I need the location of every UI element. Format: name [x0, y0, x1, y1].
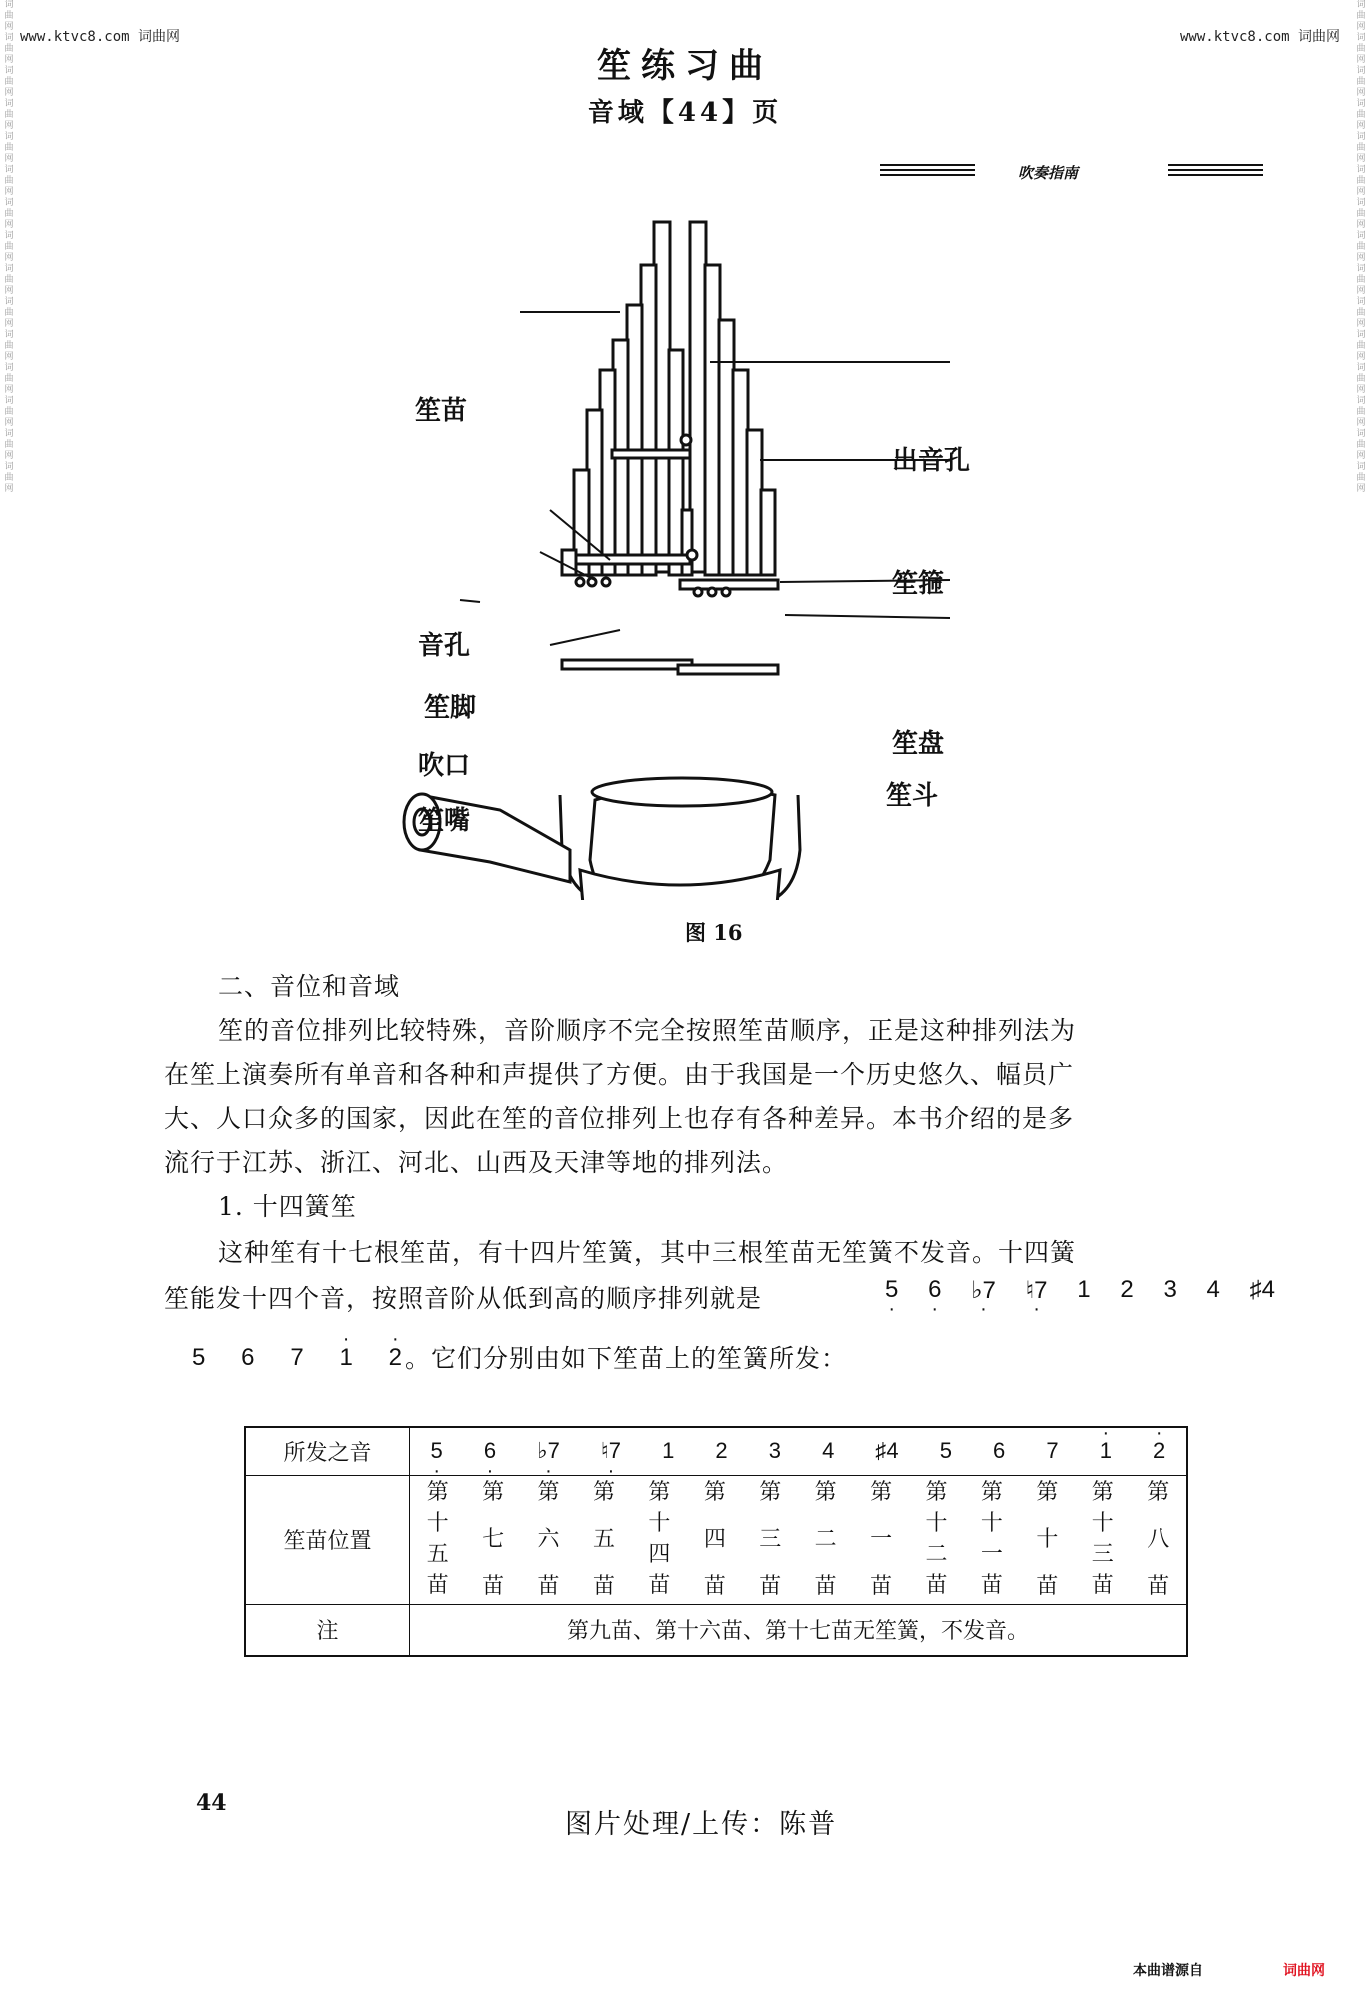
right-watermark-strip	[1354, 0, 1368, 2006]
para1-line2: 在笙上演奏所有单音和各种和声提供了方便。由于我国是一个历史悠久、幅员广	[164, 1060, 1075, 1089]
note: 6	[241, 1344, 255, 1371]
watermark-char: 词	[1356, 99, 1366, 109]
watermark-char: 网	[1356, 121, 1366, 131]
watermark-char: 曲	[1356, 77, 1366, 87]
label-bowl: 笙斗	[886, 781, 939, 811]
position-char: 三	[759, 1526, 782, 1552]
note: 2	[715, 1438, 728, 1464]
watermark-char: 网	[4, 220, 14, 230]
watermark-char: 词	[1356, 363, 1366, 373]
para1-line4: 流行于江苏、浙江、河北、山西及天津等地的排列法。	[164, 1148, 789, 1177]
watermark-char: 网	[1356, 154, 1366, 164]
note: 5	[939, 1438, 952, 1464]
watermark-char: 词	[4, 33, 14, 43]
table-header-notes: 所发之音	[245, 1427, 410, 1475]
position-char: 第	[925, 1479, 948, 1505]
position-char: 第	[1036, 1479, 1059, 1505]
position-char: 四	[703, 1526, 726, 1552]
position-char: 苗	[426, 1573, 449, 1599]
position-char: 第	[426, 1479, 449, 1505]
low-octave-dot: ·	[931, 1298, 939, 1320]
note: ♯4	[875, 1438, 899, 1464]
low-octave-dot: ·	[433, 1460, 440, 1483]
note: 2 ·	[1153, 1422, 1166, 1464]
note: 5 ·	[885, 1276, 899, 1320]
page-title: 笙练习曲	[597, 46, 773, 86]
position-char: 苗	[537, 1573, 560, 1599]
position-char: 苗	[925, 1573, 948, 1599]
watermark-char: 曲	[1356, 440, 1366, 450]
watermark-char: 词	[1356, 0, 1366, 10]
watermark-char: 曲	[4, 44, 14, 54]
note: ♮7 ·	[1025, 1277, 1048, 1320]
note: 6 ·	[483, 1438, 497, 1483]
para2-line2-text: 笙能发十四个音，按照音阶从低到高的顺序排列就是	[164, 1284, 763, 1313]
watermark-char: 网	[1356, 418, 1366, 428]
watermark-char: 词	[4, 429, 14, 439]
watermark-char: 网	[1356, 451, 1366, 461]
left-watermark-strip	[2, 0, 16, 2006]
pipe-position-col	[648, 1476, 670, 1604]
position-char: 苗	[814, 1573, 837, 1599]
position-char: 十	[925, 1510, 948, 1536]
high-octave-dot: ·	[1102, 1422, 1110, 1445]
watermark-char: 曲	[4, 242, 14, 252]
watermark-char: 曲	[4, 440, 14, 450]
position-char: 七	[482, 1526, 505, 1552]
pipe-position-col	[1147, 1476, 1169, 1604]
watermark-char: 词	[4, 165, 14, 175]
note: 1 ·	[1099, 1422, 1112, 1464]
label-pipe: 笙苗	[415, 396, 468, 426]
position-char: 苗	[1036, 1573, 1059, 1599]
position-char: 苗	[592, 1573, 615, 1599]
watermark-char: 网	[4, 418, 14, 428]
note: 3	[768, 1438, 781, 1464]
position-char: 十	[1091, 1510, 1114, 1536]
watermark-char: 曲	[4, 110, 14, 120]
watermark-char: 曲	[1356, 473, 1366, 483]
watermark-char: 曲	[4, 308, 14, 318]
note: ♮7 ·	[600, 1438, 621, 1483]
watermark-char: 曲	[1356, 374, 1366, 384]
high-octave-dot: ·	[1155, 1422, 1163, 1445]
position-char: 苗	[1091, 1573, 1114, 1599]
watermark-char: 词	[4, 396, 14, 406]
watermark-char: 网	[4, 22, 14, 32]
guide-rule-left	[880, 164, 975, 176]
source-site-link[interactable]: 词曲网	[1283, 1962, 1325, 1978]
table-header-positions: 笙苗位置	[245, 1475, 410, 1604]
position-char: 一	[870, 1526, 893, 1552]
label-plate: 笙盘	[892, 729, 945, 759]
position-char: 第	[1147, 1479, 1170, 1505]
note: 7	[290, 1344, 304, 1371]
note: 4	[1206, 1276, 1220, 1303]
watermark-char: 词	[1356, 462, 1366, 472]
watermark-char: 网	[1356, 352, 1366, 362]
pipe-position-col	[427, 1476, 449, 1604]
position-char: 苗	[870, 1573, 893, 1599]
watermark-char: 曲	[1356, 176, 1366, 186]
table-note-text: 第九苗、第十六苗、第十七苗无笙簧，不发音。	[410, 1604, 1188, 1656]
position-char: 第	[980, 1479, 1003, 1505]
pipe-position-col	[815, 1476, 837, 1604]
para1-line1: 笙的音位排列比较特殊，音阶顺序不完全按照笙苗顺序，正是这种排列法为	[218, 1016, 1077, 1045]
watermark-char: 词	[1356, 33, 1366, 43]
pipe-position-col	[704, 1476, 726, 1604]
note: ♭7 ·	[537, 1438, 560, 1483]
position-char: 二	[925, 1542, 948, 1568]
low-octave-dot: ·	[607, 1460, 615, 1483]
position-char: 第	[870, 1479, 893, 1505]
position-char: 六	[537, 1526, 560, 1552]
watermark-char: 网	[4, 253, 14, 263]
note: ♭7 ·	[971, 1277, 996, 1320]
watermark-char: 词	[4, 462, 14, 472]
position-char: 苗	[1147, 1573, 1170, 1599]
position-char: 五	[592, 1526, 615, 1552]
watermark-char: 曲	[4, 275, 14, 285]
section-heading: 二、音位和音域	[218, 972, 401, 1001]
watermark-char: 网	[4, 319, 14, 329]
watermark-char: 网	[4, 154, 14, 164]
watermark-char: 网	[1356, 286, 1366, 296]
watermark-char: 词	[4, 231, 14, 241]
watermark-char: 网	[4, 484, 14, 494]
para2-line3-text: 。它们分别由如下笙苗上的笙簧所发：	[405, 1344, 848, 1373]
position-char: 十	[426, 1510, 449, 1536]
watermark-char: 网	[4, 352, 14, 362]
watermark-char: 网	[4, 88, 14, 98]
guide-label: 吹奏指南	[1018, 164, 1079, 182]
position-char: 苗	[759, 1573, 782, 1599]
note: 4	[822, 1438, 835, 1464]
page-number: 44	[196, 1790, 227, 1816]
guide-rule-right	[1168, 164, 1263, 176]
watermark-char: 词	[1356, 396, 1366, 406]
position-char: 第	[482, 1479, 505, 1505]
low-octave-dot: ·	[888, 1298, 896, 1320]
watermark-char: 网	[1356, 88, 1366, 98]
pipe-position-col	[759, 1476, 781, 1604]
site-url-left: www.ktvc8.com 词曲网	[20, 29, 181, 45]
watermark-char: 词	[1356, 429, 1366, 439]
watermark-char: 网	[1356, 55, 1366, 65]
pipe-position-col	[981, 1476, 1003, 1604]
watermark-char: 词	[4, 132, 14, 142]
watermark-char: 曲	[4, 11, 14, 21]
watermark-char: 曲	[4, 209, 14, 219]
watermark-char: 曲	[1356, 110, 1366, 120]
watermark-char: 网	[4, 385, 14, 395]
position-char: 第	[537, 1479, 560, 1505]
pipe-position-col	[1036, 1476, 1058, 1604]
watermark-char: 曲	[1356, 407, 1366, 417]
para2-line3-notes	[192, 1328, 402, 1372]
note: 7	[1046, 1438, 1059, 1464]
low-octave-dot: ·	[980, 1298, 987, 1320]
position-char: 苗	[703, 1573, 726, 1599]
low-octave-dot: ·	[545, 1460, 552, 1483]
watermark-char: 曲	[4, 473, 14, 483]
watermark-char: 曲	[1356, 209, 1366, 219]
position-char: 十	[648, 1510, 671, 1536]
note: 2	[1120, 1276, 1134, 1303]
watermark-char: 曲	[4, 374, 14, 384]
site-url-right: www.ktvc8.com 词曲网	[1180, 29, 1341, 45]
position-char: 二	[814, 1526, 837, 1552]
watermark-char: 曲	[1356, 341, 1366, 351]
note: ♯4	[1249, 1276, 1275, 1303]
label-finger-hole: 音孔	[418, 631, 471, 661]
watermark-char: 词	[1356, 264, 1366, 274]
pipe-position-col	[870, 1476, 892, 1604]
low-octave-dot: ·	[486, 1460, 494, 1483]
label-hoop: 笙箍	[892, 569, 945, 599]
watermark-char: 曲	[4, 407, 14, 417]
note: 1	[1077, 1276, 1091, 1303]
position-char: 苗	[980, 1573, 1003, 1599]
position-char: 第	[592, 1479, 615, 1505]
watermark-char: 曲	[1356, 242, 1366, 252]
watermark-char: 词	[4, 99, 14, 109]
position-char: 第	[814, 1479, 837, 1505]
watermark-char: 网	[4, 121, 14, 131]
watermark-char: 网	[1356, 319, 1366, 329]
watermark-char: 曲	[4, 77, 14, 87]
watermark-char: 词	[1356, 330, 1366, 340]
para2-line1: 这种笙有十七根笙苗，有十四片笙簧，其中三根笙苗无笙簧不发音。十四簧	[218, 1238, 1077, 1267]
note: 6	[993, 1438, 1006, 1464]
table-positions-cell	[410, 1475, 1188, 1604]
position-char: 第	[759, 1479, 782, 1505]
position-char: 第	[1091, 1479, 1114, 1505]
watermark-char: 词	[1356, 231, 1366, 241]
watermark-char: 网	[1356, 484, 1366, 494]
pipe-position-col	[926, 1476, 948, 1604]
watermark-char: 曲	[1356, 143, 1366, 153]
position-char: 十	[980, 1510, 1003, 1536]
position-char: 一	[980, 1542, 1003, 1568]
watermark-char: 词	[4, 330, 14, 340]
watermark-char: 词	[1356, 132, 1366, 142]
watermark-char: 词	[1356, 165, 1366, 175]
position-char: 四	[648, 1542, 671, 1568]
pipe-position-col	[482, 1476, 504, 1604]
para1-line3: 大、人口众多的国家，因此在笙的音位排列上也存有各种差异。本书介绍的是多	[164, 1104, 1075, 1133]
watermark-char: 网	[1356, 22, 1366, 32]
label-mouthpiece: 笙嘴	[418, 806, 471, 836]
page-subtitle: 音域【44】页	[587, 98, 783, 128]
watermark-char: 词	[4, 264, 14, 274]
label-sound-hole: 出音孔	[892, 446, 971, 476]
position-char: 三	[1091, 1542, 1114, 1568]
low-octave-dot: ·	[1033, 1298, 1040, 1320]
para2-line2-notes	[885, 1276, 1275, 1320]
watermark-char: 曲	[1356, 11, 1366, 21]
watermark-char: 词	[4, 66, 14, 76]
watermark-char: 曲	[4, 143, 14, 153]
pipe-position-col	[1092, 1476, 1114, 1604]
position-char: 苗	[482, 1573, 505, 1599]
watermark-char: 词	[1356, 66, 1366, 76]
watermark-char: 网	[1356, 187, 1366, 197]
watermark-char: 网	[1356, 253, 1366, 263]
watermark-char: 曲	[1356, 308, 1366, 318]
watermark-char: 词	[4, 0, 14, 10]
position-char: 第	[648, 1479, 671, 1505]
watermark-char: 曲	[4, 176, 14, 186]
watermark-char: 曲	[1356, 44, 1366, 54]
watermark-char: 网	[4, 55, 14, 65]
watermark-char: 词	[4, 363, 14, 373]
high-octave-dot: ·	[391, 1328, 399, 1350]
figure-caption: 图 16	[685, 920, 743, 945]
label-mouth: 吹口	[418, 751, 471, 781]
table-notes-cell	[410, 1422, 1188, 1483]
note: 1	[662, 1438, 675, 1464]
note: 3	[1163, 1276, 1177, 1303]
pipe-position-col	[593, 1476, 615, 1604]
watermark-char: 词	[1356, 297, 1366, 307]
source-label: 本曲谱源自	[1133, 1962, 1203, 1978]
note: 5	[192, 1344, 206, 1371]
note: 6 ·	[928, 1276, 942, 1320]
watermark-char: 曲	[4, 341, 14, 351]
watermark-char: 网	[1356, 385, 1366, 395]
high-octave-dot: ·	[342, 1328, 350, 1350]
note: 5 ·	[430, 1438, 443, 1483]
label-foot: 笙脚	[424, 693, 477, 723]
position-char: 五	[426, 1542, 449, 1568]
note: 1 ·	[339, 1328, 353, 1371]
position-char: 八	[1147, 1526, 1170, 1552]
sub-heading: 1. 十四簧笙	[218, 1192, 357, 1221]
watermark-char: 曲	[1356, 275, 1366, 285]
watermark-char: 网	[4, 451, 14, 461]
note-position-table	[244, 1422, 1188, 1657]
upload-credit: 图片处理/上传：陈普	[565, 1809, 838, 1840]
watermark-char: 网	[4, 286, 14, 296]
position-char: 苗	[648, 1573, 671, 1599]
note: 2 ·	[388, 1328, 402, 1371]
position-char: 第	[703, 1479, 726, 1505]
table-header-note: 注	[245, 1604, 410, 1656]
watermark-char: 网	[1356, 220, 1366, 230]
position-char: 十	[1036, 1526, 1059, 1552]
watermark-char: 词	[4, 198, 14, 208]
watermark-char: 网	[4, 187, 14, 197]
pipe-position-col	[538, 1476, 560, 1604]
watermark-char: 词	[1356, 198, 1366, 208]
watermark-char: 词	[4, 297, 14, 307]
